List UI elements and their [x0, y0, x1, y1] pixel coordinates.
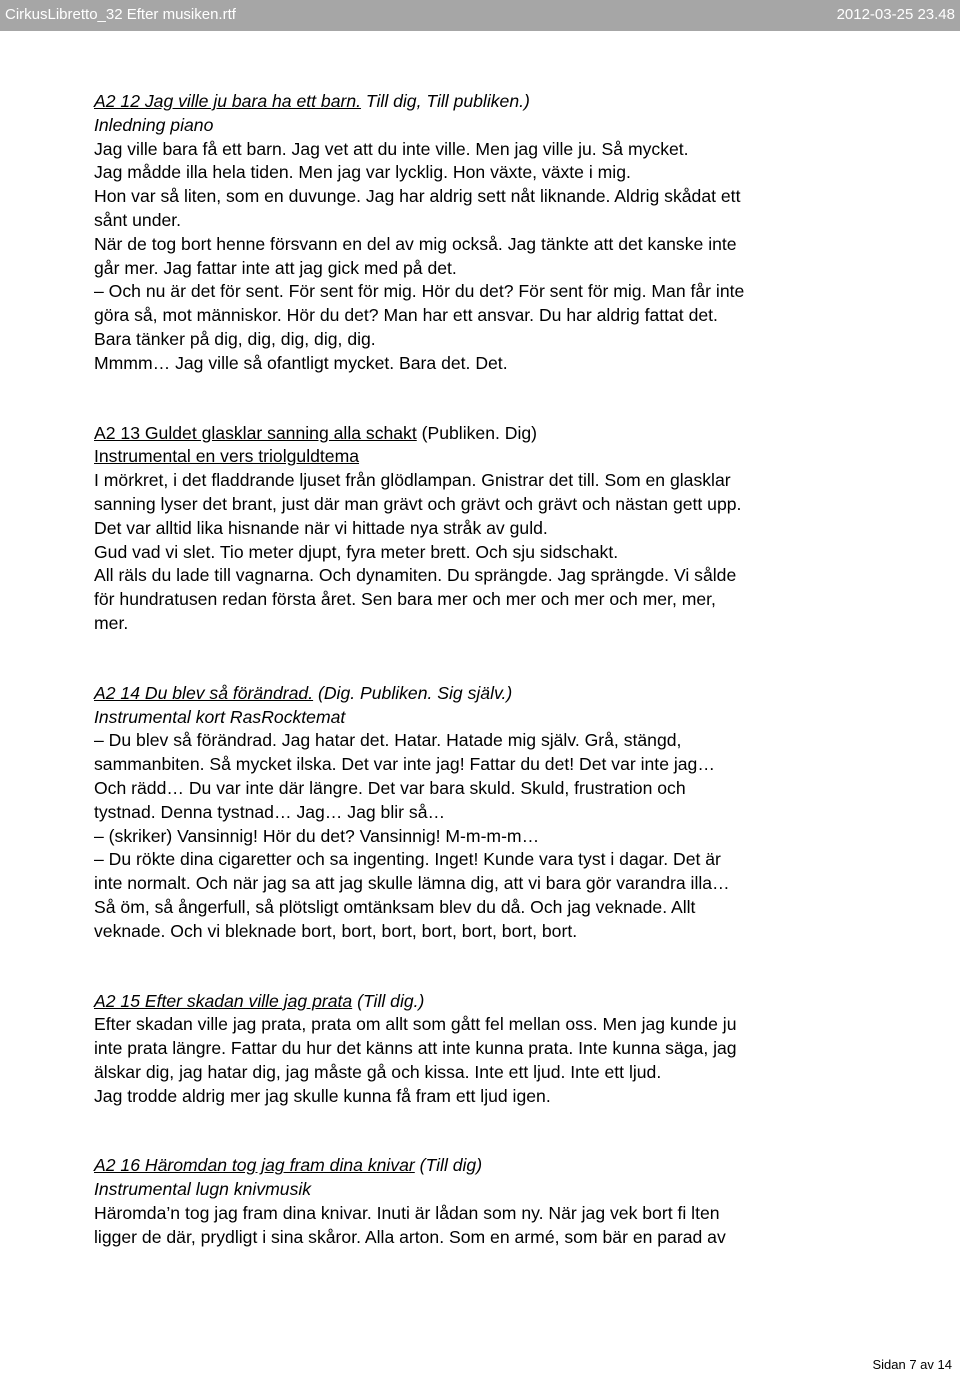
- text-line: Jag ville bara få ett barn. Jag vet att du inte ville. Men jag ville ju. Så mycket.: [94, 138, 689, 159]
- section-15: [94, 990, 894, 1109]
- text-line: mer.: [94, 612, 129, 633]
- section-title-underlined: A2 15 Efter skadan ville jag prata: [94, 990, 353, 1011]
- text-line: Häromda’n tog jag fram dina knivar. Inuti är lådan som ny. När jag vek bort fi lten: [94, 1203, 720, 1224]
- text-line: – Du blev så förändrad. Jag hatar det. Hatar. Hatade mig själv. Grå, stängd,: [94, 730, 682, 751]
- text-line: inte normalt. Och när jag sa att jag skulle lämna dig, att vi bara gör varandra illa…: [94, 873, 730, 894]
- section-title: [94, 682, 894, 706]
- text-line: inte prata längre. Fattar du hur det känns att inte kunna prata. Inte kunna säga, jag: [94, 1038, 737, 1059]
- document-body: [94, 90, 894, 1250]
- section-title-underlined: A2 13 Guldet glasklar sanning alla schakt: [94, 422, 417, 443]
- text-line: går mer. Jag fattar inte att jag gick med på det.: [94, 257, 457, 278]
- section-title: [94, 990, 894, 1014]
- section-title-rest: (Till dig): [414, 1155, 483, 1176]
- header-datetime: 2012-03-25 23.48: [836, 6, 955, 23]
- text-line: I mörkret, i det fladdrande ljuset från glödlampan. Gnistrar det till. Som en glasklar: [94, 470, 731, 491]
- text-line: sanning lyser det brant, just där man grävt och grävt och grävt och nästan gett upp.: [94, 493, 742, 514]
- text-line: veknade. Och vi bleknade bort, bort, bort, bort, bort, bort, bort.: [94, 920, 578, 941]
- section-title-rest: (Dig. Publiken. Sig själv.): [313, 682, 513, 703]
- text-line: – (skriker) Vansinnig! Hör du det? Vansinnig! M-m-m-m…: [94, 825, 540, 846]
- section-subtitle: Inledning piano: [94, 114, 214, 135]
- section-12: [94, 90, 894, 376]
- text-line: Hon var så liten, som en duvunge. Jag har aldrig sett nåt liknande. Aldrig skådat ett: [94, 186, 741, 207]
- text-line: Jag trodde aldrig mer jag skulle kunna få fram ett ljud igen.: [94, 1085, 551, 1106]
- page-number: Sidan 7 av 14: [872, 1357, 952, 1372]
- text-line: för hundratusen redan första året. Sen bara mer och mer och mer och mer, mer,: [94, 589, 716, 610]
- document-header: [0, 0, 960, 31]
- text-line: All räls du lade till vagnarna. Och dynamiten. Du sprängde. Jag sprängde. Vi sålde: [94, 565, 737, 586]
- text-line: sånt under.: [94, 209, 182, 230]
- section-title: [94, 422, 894, 446]
- text-line: älskar dig, jag hatar dig, jag måste gå och kissa. Inte ett ljud. Inte ett ljud.: [94, 1061, 662, 1082]
- text-line: göra så, mot människor. Hör du det? Man har ett ansvar. Du har aldrig fattat det.: [94, 305, 718, 326]
- text-line: Mmmm… Jag ville så ofantligt mycket. Bara det. Det.: [94, 352, 508, 373]
- section-13: [94, 422, 894, 636]
- section-subtitle: Instrumental en vers triolguldtema: [94, 446, 360, 467]
- text-line: – Och nu är det för sent. För sent för mig. Hör du det? För sent för mig. Man får inte: [94, 281, 745, 302]
- section-title-underlined: A2 16 Häromdan tog jag fram dina knivar: [94, 1155, 415, 1176]
- text-line: Så öm, så ångerfull, så plötsligt omtänksam blev du då. Och jag veknade. Allt: [94, 896, 696, 917]
- text-line: Efter skadan ville jag prata, prata om allt som gått fel mellan oss. Men jag kunde ju: [94, 1014, 737, 1035]
- text-line: När de tog bort henne försvann en del av mig också. Jag tänkte att det kanske inte: [94, 233, 737, 254]
- section-spacer: [94, 944, 894, 990]
- text-line: tystnad. Denna tystnad… Jag… Jag blir så…: [94, 801, 446, 822]
- section-title-rest: (Publiken. Dig): [416, 422, 538, 443]
- section-14: [94, 682, 894, 944]
- section-16: [94, 1154, 894, 1249]
- text-line: sammanbiten. Så mycket ilska. Det var inte jag! Fattar du det! Det var inte jag…: [94, 754, 715, 775]
- section-title-underlined: A2 14 Du blev så förändrad.: [94, 682, 314, 703]
- text-line: Gud vad vi slet. Tio meter djupt, fyra meter brett. Och sju sidschakt.: [94, 541, 619, 562]
- header-filename: CirkusLibretto_32 Efter musiken.rtf: [5, 6, 236, 23]
- section-subtitle: Instrumental kort RasRocktemat: [94, 706, 346, 727]
- section-title: [94, 1154, 894, 1178]
- section-title-rest: Till dig, Till publiken.): [361, 91, 530, 111]
- section-title-underlined: A2 12 Jag ville ju bara ha ett barn.: [94, 91, 362, 111]
- section-spacer: [94, 376, 894, 422]
- text-line: – Du rökte dina cigaretter och sa ingenting. Inget! Kunde vara tyst i dagar. Det är: [94, 849, 721, 870]
- section-title-rest: (Till dig.): [352, 990, 425, 1011]
- text-line: Och rädd… Du var inte där längre. Det var bara skuld. Skuld, frustration och: [94, 777, 686, 798]
- section-title: [94, 90, 894, 114]
- section-spacer: [94, 1108, 894, 1154]
- text-line: Bara tänker på dig, dig, dig, dig, dig.: [94, 328, 376, 349]
- section-spacer: [94, 636, 894, 682]
- section-subtitle: Instrumental lugn knivmusik: [94, 1179, 312, 1200]
- text-line: Jag mådde illa hela tiden. Men jag var lycklig. Hon växte, växte i mig.: [94, 162, 631, 183]
- text-line: Det var alltid lika hisnande när vi hittade nya stråk av guld.: [94, 517, 548, 538]
- text-line: ligger de där, prydligt i sina skåror. Alla arton. Som en armé, som bär en parad av: [94, 1226, 726, 1247]
